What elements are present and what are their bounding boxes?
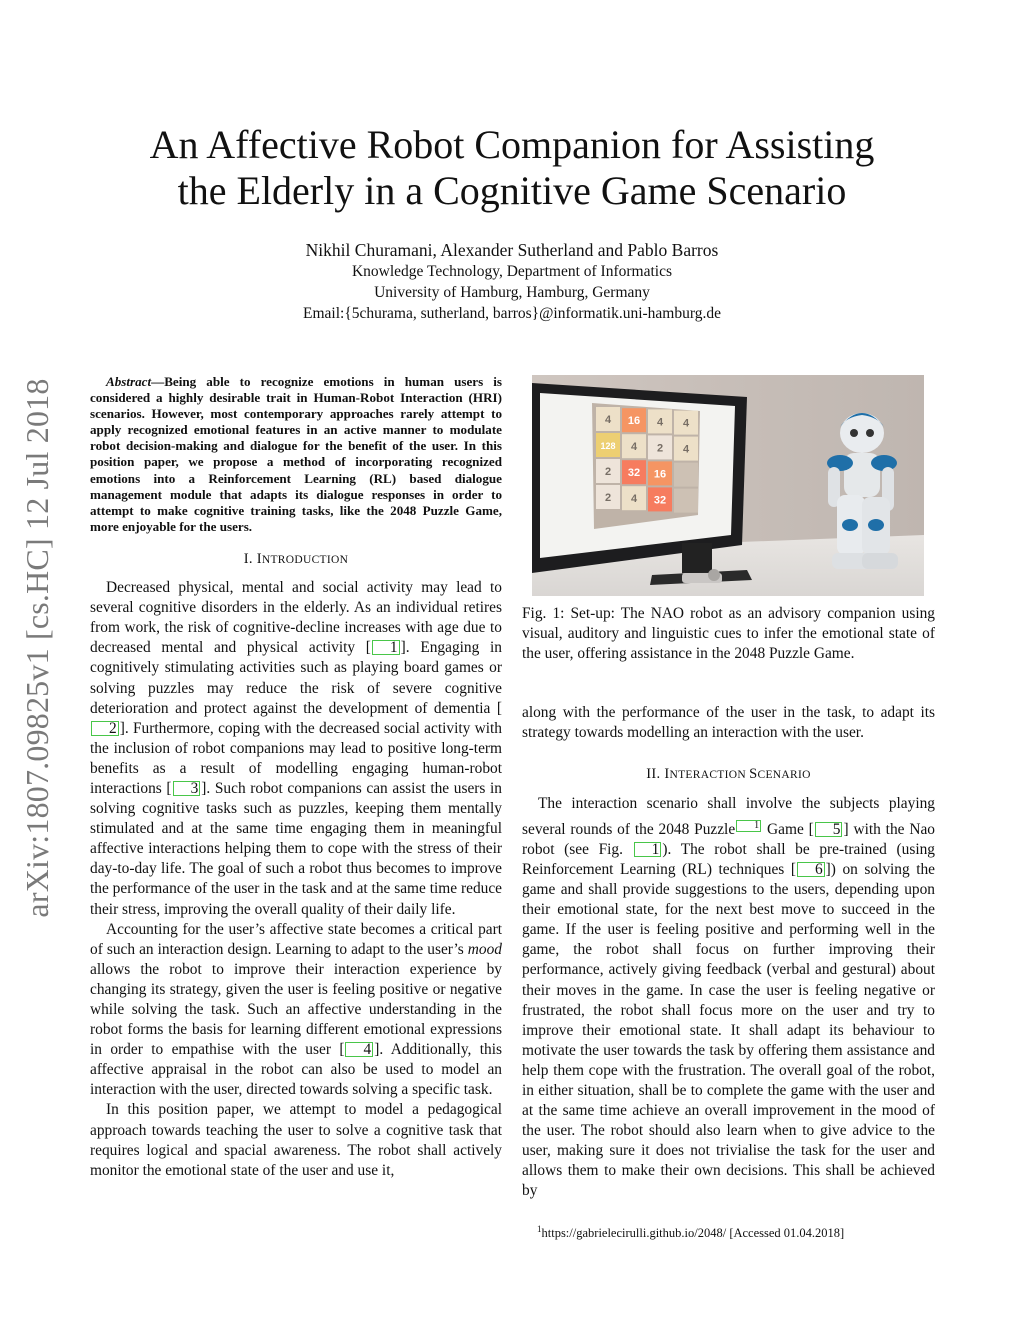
right-column — [522, 604, 935, 1202]
game-tile-value: 2 — [656, 442, 664, 455]
game-tile-value: 4 — [604, 414, 612, 426]
scenario-paragraph: The interaction scenario shall involve the subjects playing several rounds of the 2048 Puzzle $^1$ Game [ 5 ] with the Nao robot (see Fig. 1 ). The robot shall be pre-trained (using Reinforcement Learning (RL) techniques [ 6 ]) on solving the game and shall provide suggestions to the users, depending upon their emotional state, for the next best move to succeed in the game. If the user is feeling positive and performing well in the game, the robot shall focus on further improving their performance, actively giving feedback (verbal and gestural) about their moves in the game. In case the user is feeling negative or frustrated, the robot shall focus more on the user and try to improve their emotional state. It shall adapt its behaviour to motivate the user towards the task by offering them assistance and help them cope with the frustration. The overall goal of the robot, in either situation, shall be to complete the game with the user and at the same time achieve an overall improvement in the mood of the user. The robot should also learn when to give advice to the user, making sure it does not trivialise the task for the user and allows them to make their own decisions. This shall be achieved by — [522, 794, 936, 1200]
paper-title — [100, 122, 924, 214]
citation-link[interactable]: 1 — [372, 640, 400, 655]
author-email: Email:{5churama, sutherland, barros}@informatik.uni-hamburg.de — [303, 305, 721, 322]
game-tile-value: 4 — [682, 417, 690, 430]
left-column — [90, 374, 502, 1181]
intro-paragraph-3: In this position paper, we attempt to model a pedagogical approach towards teaching the user to solve a cognitive task that requires logical and spacial awareness. The robot shall actively monitor the emotional state of the user and use it, — [90, 1101, 502, 1179]
figure-caption: Fig. 1: Set-up: The NAO robot as an advisory companion using visual, auditory and linguistic cues to infer the emotional state of the user, offering assistance in the 2048 Puzzle Game. — [522, 605, 935, 663]
game-tile-value: 32 — [653, 494, 667, 507]
right-paragraph-continuation: along with the performance of the user in the task, to adapt its strategy towards modelling an interaction with the user. — [522, 704, 935, 742]
intro-paragraph-1: Decreased physical, mental and social activity may lead to several cognitive disorders in the elderly. As an individual retires from work, the risk of cognitive-decline increases with age due to decreased mental and physical activity [ 1 ]. Engaging in cognitively stimulating activities such as playing board games or solving puzzles may reduce the risk of severe cognitive deterioration and protect against the development of dementia [2 ]. Furthermore, coping with the decreased social activity with the inclusion of robot companions may lead to positive long-term benefits as a result of modelling engaging human-robot interactions [ 3 ]. Such robot companions can assist the users in solving cognitive tasks such as puzzles, keeping them mentally stimulated and at the same time engaging them in meaningful affective interactions helping them to cope with the stress of their day-to-day life. The goal of such a robot thus becomes to improve the performance of the user in the task and at the same time reduce their stress, improving the overall quality of their daily life. — [90, 579, 502, 918]
game-tile — [674, 489, 698, 513]
abstract — [90, 374, 502, 535]
game-tile-value: 128 — [600, 441, 616, 451]
game-tile-value: 4 — [630, 441, 638, 454]
abstract-label: Abstract — [106, 374, 152, 389]
section-heading-interaction-scenario: II. INTERACTION SCENARIO — [646, 766, 811, 783]
abstract-body: —Being able to recognize emotions in human users is considered a highly desirable trait in Human-Robot Interaction (HRI) scenarios. However, most contemporary approaches rarely attempt to apply recognized emotional features in an active manner to modulate robot decision-making and dialogue for the benefit of the user. In this position paper, we propose a method of incorporating recognized emotions into a Reinforcement Learning (RL) based dialogue management module that adapts its dialogue responses in order to attempt to make cognitive training tasks, like the 2048 Puzzle Game, more enjoyable for the users. — [90, 374, 502, 534]
game-tile-value: 2 — [604, 492, 612, 504]
title-line-1: An Affective Robot Companion for Assisting — [149, 122, 875, 167]
affiliation-university: University of Hamburg, Hamburg, Germany — [374, 284, 650, 301]
footnote: $^1$https://gabrielecirulli.github.io/2048/ [Accessed 01.04.2018] — [537, 1224, 845, 1241]
game-tile-value: 4 — [682, 443, 690, 456]
author-block — [100, 240, 924, 324]
footnote-url: https://gabrielecirulli.github.io/2048/ [Accessed 01.04.2018] — [541, 1226, 845, 1241]
game-tile-value: 2 — [604, 466, 612, 478]
figure-photo — [532, 375, 924, 596]
game-tile-value: 4 — [656, 416, 664, 429]
setup-illustration — [532, 375, 924, 596]
game-tile-value: 16 — [627, 415, 641, 428]
author-names: Nikhil Churamani, Alexander Sutherland and Pablo Barros — [305, 240, 719, 260]
game-tile-value: 4 — [630, 493, 638, 506]
section-heading-introduction: I. INTRODUCTION — [243, 550, 349, 567]
arxiv-identifier: arXiv:1807.09825v1 [cs.HC] 12 Jul 2018 — [19, 378, 55, 918]
citation-link[interactable]: 4 — [345, 1042, 373, 1057]
citation-link[interactable]: 2 — [91, 721, 119, 736]
intro-paragraph-2: Accounting for the user’s affective state becomes a critical part of such an interaction design. Learning to adapt to the user’s mood allows the robot to improve their interaction experience by changing its strategy, given the user is feeling positive or negative while solving the task. Such an affective understanding in the robot forms the basis for learning different emotional expressions in order to empathise with the user [ 4 ]. Additionally, this affective appraisal in the robot can also be used to model an interaction with the user, directed towards solving a specific task. — [90, 920, 502, 1099]
footnote-link[interactable]: 1 — [736, 820, 761, 832]
game-tile — [674, 463, 698, 487]
game-tile-value: 16 — [653, 468, 667, 481]
citation-link[interactable]: 5 — [815, 822, 843, 837]
game-tile-value: 32 — [627, 467, 641, 480]
affiliation-department: Knowledge Technology, Department of Informatics — [351, 263, 672, 280]
title-line-2: the Elderly in a Cognitive Game Scenario — [177, 168, 847, 213]
figure-ref-link[interactable]: 1 — [634, 842, 662, 857]
citation-link[interactable]: 3 — [173, 781, 201, 796]
citation-link[interactable]: 6 — [797, 862, 825, 877]
